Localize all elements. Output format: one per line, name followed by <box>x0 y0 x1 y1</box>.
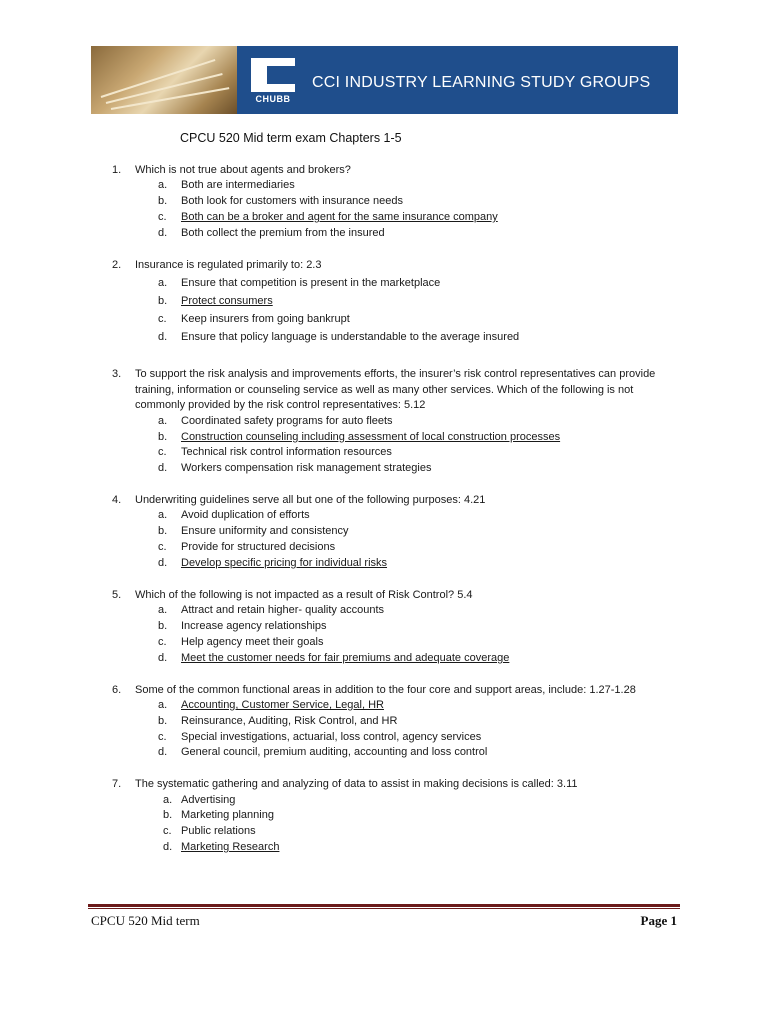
question-number: 1. <box>112 164 122 176</box>
question-text: Insurance is regulated primarily to: 2.3 <box>135 259 322 271</box>
page-number: Page 1 <box>640 913 677 928</box>
book-image <box>91 46 237 114</box>
question-text: To support the risk analysis and improvements efforts, the insurer’s risk control representatives can provide training, information or counseling service as well as many other services. Which of the following is not commonly provided by the risk control representatives: 5.12 <box>135 368 656 411</box>
footer-divider-thin <box>88 908 680 909</box>
question-text: The systematic gathering and analyzing of data to assist in making decisions is called: 3.11 <box>135 778 578 790</box>
footer-title: CPCU 520 Mid term <box>91 913 200 928</box>
banner-title: CCI INDUSTRY LEARNING STUDY GROUPS <box>312 74 651 91</box>
question-number: 2. <box>112 259 122 271</box>
question-number: 4. <box>112 494 122 506</box>
question-number: 3. <box>112 368 122 380</box>
logo-text: CHUBB <box>255 94 291 104</box>
question-number: 6. <box>112 684 122 696</box>
question-text: Which is not true about agents and brokers? <box>135 164 351 176</box>
question-number: 5. <box>112 589 122 601</box>
question-text: Underwriting guidelines serve all but one of the following purposes: 4.21 <box>135 494 486 506</box>
question-text: Which of the following is not impacted as a result of Risk Control? 5.4 <box>135 589 473 601</box>
exam-title: CPCU 520 Mid term exam Chapters 1-5 <box>180 131 402 145</box>
footer-divider <box>88 904 680 907</box>
header-banner <box>91 46 678 114</box>
question-text: Some of the common functional areas in addition to the four core and support areas, include: 1.27-1.28 <box>135 684 636 696</box>
chubb-logo <box>247 58 299 110</box>
question-number: 7. <box>112 778 122 790</box>
